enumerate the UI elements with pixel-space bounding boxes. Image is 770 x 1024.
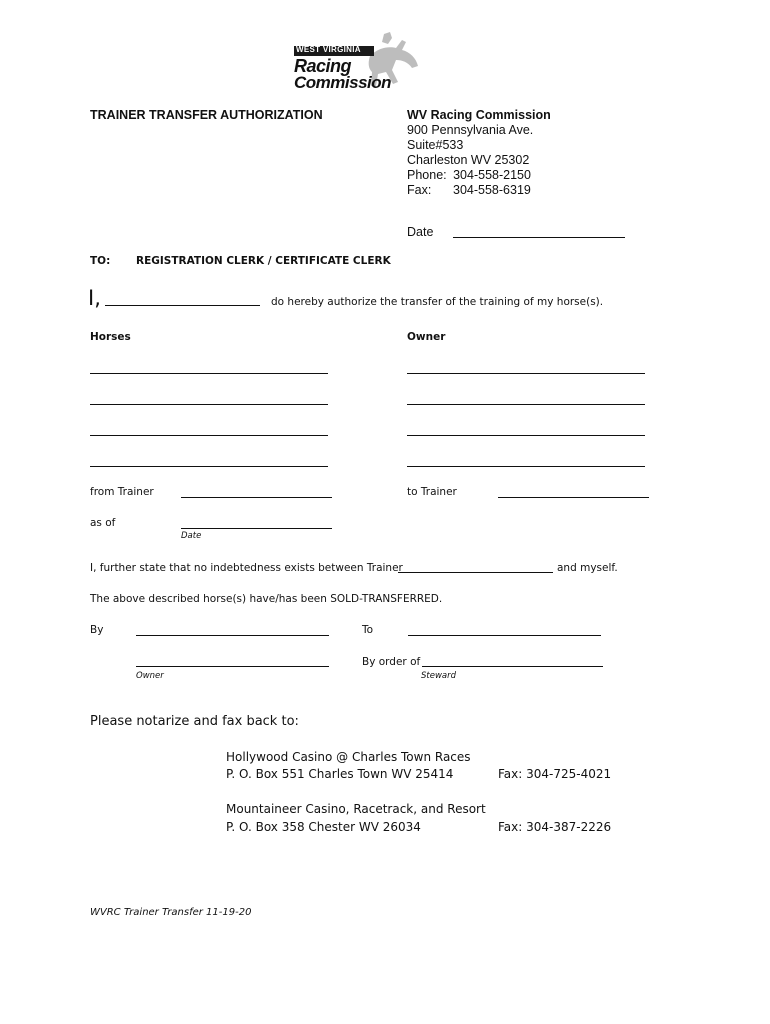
authorize-text: do hereby authorize the transfer of the training of my horse(s). (271, 296, 604, 308)
location-2-fax: Fax: 304-387-2226 (498, 820, 612, 834)
logo-line1: WEST VIRGINIA (296, 45, 361, 54)
by-field[interactable] (136, 635, 329, 636)
to-recipient: REGISTRATION CLERK / CERTIFICATE CLERK (136, 255, 391, 267)
date-field[interactable] (453, 237, 625, 238)
org-city: Charleston WV 25302 (407, 153, 530, 167)
indebtedness-text-after: and myself. (557, 562, 618, 574)
location-1-fax: Fax: 304-725-4021 (498, 767, 612, 781)
logo-line3: Commission (294, 73, 392, 92)
as-of-label: as of (90, 517, 116, 529)
owner-signature-field[interactable] (136, 666, 329, 667)
as-of-date-field[interactable] (181, 528, 332, 529)
from-trainer-field[interactable] (181, 497, 332, 498)
fax-value: 304-558-6319 (453, 183, 531, 197)
to-label-2: To (362, 624, 374, 636)
location-2-address: P. O. Box 358 Chester WV 26034 (226, 820, 421, 834)
logo-banner (294, 46, 374, 56)
logo-line2: Racing (294, 56, 352, 76)
phone-value: 304-558-2150 (453, 168, 531, 182)
footer-form-id: WVRC Trainer Transfer 11-19-20 (90, 907, 252, 918)
org-phone-row (407, 168, 531, 182)
owner-field-4[interactable] (407, 466, 645, 467)
date-label: Date (407, 225, 434, 239)
location-2-name: Mountaineer Casino, Racetrack, and Resort (226, 802, 486, 816)
owner-header: Owner (407, 331, 446, 343)
indebtedness-text-before: I, further state that no indebtedness exists between Trainer (90, 562, 403, 574)
indebted-trainer-field[interactable] (398, 572, 553, 573)
org-name: WV Racing Commission (407, 108, 551, 122)
horse-field-1[interactable] (90, 373, 328, 374)
authorizer-name-field[interactable] (105, 305, 260, 306)
steward-field[interactable] (422, 666, 603, 667)
to-trainer-label: to Trainer (407, 486, 457, 498)
owner-field-1[interactable] (407, 373, 645, 374)
location-1-name: Hollywood Casino @ Charles Town Races (226, 750, 471, 764)
form-title: TRAINER TRANSFER AUTHORIZATION (90, 108, 323, 122)
horse-field-3[interactable] (90, 435, 328, 436)
sold-statement: The above described horse(s) have/has been SOLD-TRANSFERRED. (90, 593, 443, 605)
notarize-instruction: Please notarize and fax back to: (90, 714, 299, 729)
horse-field-4[interactable] (90, 466, 328, 467)
steward-caption: Steward (421, 671, 457, 681)
from-trainer-label: from Trainer (90, 486, 154, 498)
fax-label: Fax: (407, 183, 432, 197)
phone-label: Phone: (407, 168, 447, 182)
horse-field-2[interactable] (90, 404, 328, 405)
by-order-of-label: By order of (362, 656, 421, 668)
org-suite: Suite#533 (407, 138, 464, 152)
horses-header: Horses (90, 331, 131, 343)
org-street: 900 Pennsylvania Ave. (407, 123, 534, 137)
to-trainer-field[interactable] (498, 497, 649, 498)
wvrc-logo (292, 26, 424, 94)
location-1-address: P. O. Box 551 Charles Town WV 25414 (226, 767, 454, 781)
authorize-i: I, (88, 286, 101, 310)
to-label: TO: (90, 255, 111, 267)
owner-caption: Owner (136, 671, 164, 681)
owner-field-3[interactable] (407, 435, 645, 436)
org-fax-row (407, 183, 531, 197)
by-label: By (90, 624, 104, 636)
to-field[interactable] (408, 635, 601, 636)
owner-field-2[interactable] (407, 404, 645, 405)
as-of-date-caption: Date (181, 531, 202, 541)
